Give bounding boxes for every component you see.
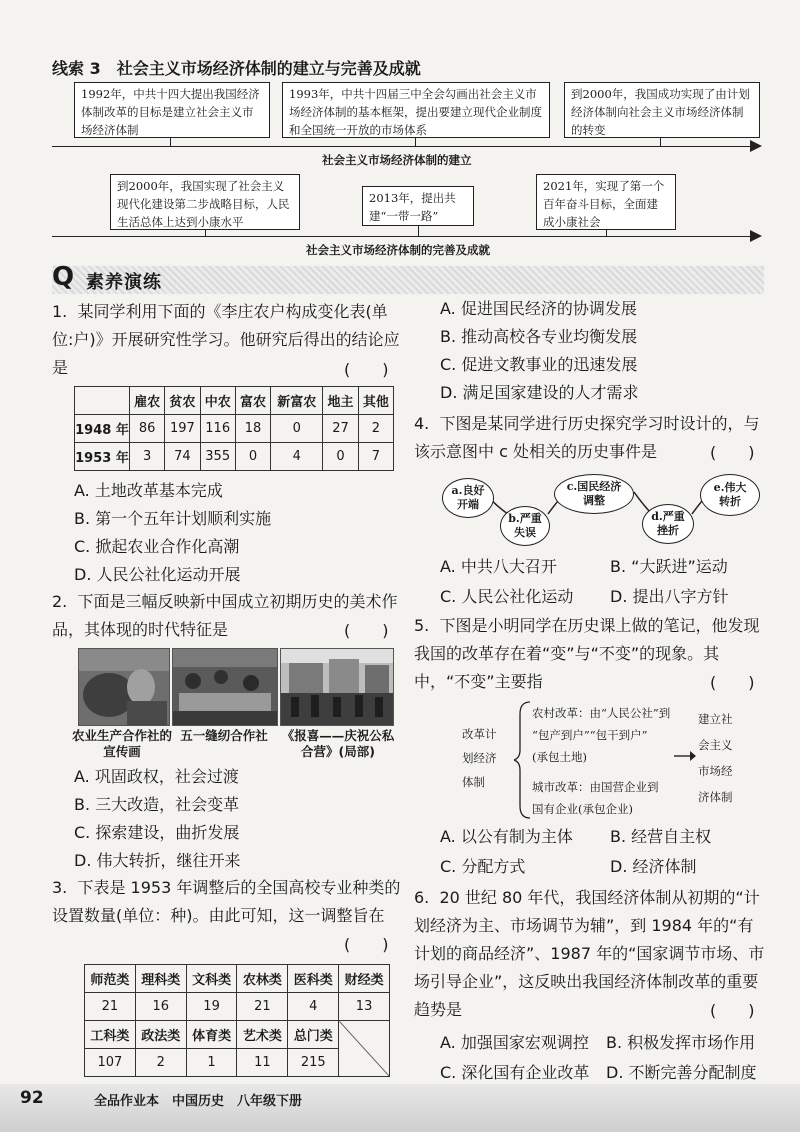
table-cell: 艺术类 (237, 1021, 288, 1049)
table-cell: 4 (271, 443, 323, 471)
table-cell: 理科类 (135, 965, 186, 993)
question-2-stem: 2. 下面是三幅反映新中国成立初期历史的美术作品，其体现的时代特征是 (52, 592, 398, 639)
table-cell: 农林类 (237, 965, 288, 993)
question-5-option-b[interactable]: B. 经营自主权 (610, 827, 712, 846)
table-cell-empty (339, 1021, 390, 1077)
flow-node-a: a.良好开端 (442, 478, 494, 518)
question-4-option-c[interactable]: C. 人民公社化运动 (440, 587, 574, 606)
question-4-answer-blank[interactable]: ( ) (710, 443, 755, 462)
table-row (75, 415, 394, 443)
question-4-option-b[interactable]: B. “大跃进”运动 (610, 557, 728, 576)
question-6-answer-blank[interactable]: ( ) (710, 1001, 755, 1020)
question-6-stem: 6. 20 世纪 80 年代，我国经济体制从初期的“计划经济为主、市场调节为辅”，到 1984 年的“有计划的商品经济”、1987 年的“国家调节市场、市场引导企业”，这反映出我国经济体制改革的重要趋势是 (414, 888, 765, 1019)
question-2-answer-blank[interactable]: ( ) (344, 621, 389, 640)
timeline-box-1992: 1992年，中共十四大提出我国经济体制改革的目标是建立社会主义市场经济体制 (74, 82, 270, 138)
table-cell: 新富农 (271, 387, 323, 415)
question-2-option-c[interactable]: C. 探索建设，曲折发展 (74, 823, 240, 842)
question-3-stem: 3. 下表是 1953 年调整后的全国高校专业种类的设置数量(单位：种)。由此可知，这一调整旨在 (52, 878, 401, 925)
magnifier-icon: Q (52, 262, 75, 292)
question-4-option-a[interactable]: A. 中共八大召开 (440, 557, 557, 576)
table-cell: 财经类 (339, 965, 390, 993)
question-1-table (74, 386, 394, 471)
table-cell: 18 (235, 415, 270, 443)
flow-node-d: d.严重挫折 (642, 504, 694, 544)
caption-cooperative-poster: 农业生产合作社的宣传画 (72, 728, 173, 759)
timeline-box-2013: 2013年，提出共建“一带一路” (362, 186, 474, 226)
notes-arrow (674, 750, 696, 762)
table-cell: 355 (200, 443, 235, 471)
table-cell: 2 (358, 415, 393, 443)
table-cell: 0 (271, 415, 323, 443)
table-cell: 7 (358, 443, 393, 471)
question-3-option-b[interactable]: B. 推动高校各专业均衡发展 (440, 327, 638, 346)
artwork-sewing-cooperative (172, 648, 278, 726)
table-cell: 工科类 (85, 1021, 136, 1049)
table-header-row (85, 1021, 390, 1049)
table-cell: 13 (339, 993, 390, 1021)
timeline-axis-1 (52, 146, 752, 147)
table-cell: 21 (85, 993, 136, 1021)
question-3-option-d[interactable]: D. 满足国家建设的人才需求 (440, 383, 639, 402)
flow-node-c: c.国民经济调整 (554, 474, 634, 514)
question-4-stem: 4. 下图是某同学进行历史探究学习时设计的，与该示意图中 c 处相关的历史事件是 (414, 414, 760, 461)
caption-sewing-cooperative: 五一缝纫合作社 (180, 728, 268, 743)
question-5-option-a[interactable]: A. 以公有制为主体 (440, 827, 573, 846)
timeline-tick (660, 138, 661, 146)
timeline-arrow-1 (750, 140, 762, 152)
table-cell: 地主 (323, 387, 358, 415)
question-2-option-a[interactable]: A. 巩固政权，社会过渡 (74, 767, 239, 786)
table-cell: 2 (135, 1049, 186, 1077)
flow-node-b: b.严重失误 (500, 506, 550, 546)
table-cell: 中农 (200, 387, 235, 415)
table-cell: 其他 (358, 387, 393, 415)
question-3-answer-blank[interactable]: ( ) (344, 935, 389, 954)
table-cell: 1 (186, 1049, 237, 1077)
table-cell: 0 (235, 443, 270, 471)
question-4-option-d[interactable]: D. 提出八字方针 (610, 587, 729, 606)
table-cell (75, 387, 130, 415)
question-2-option-b[interactable]: B. 三大改造，社会变革 (74, 795, 240, 814)
artwork-cooperative-poster (78, 648, 170, 726)
question-1-option-c[interactable]: C. 掀起农业合作化高潮 (74, 537, 240, 556)
question-1-option-d[interactable]: D. 人民公社化运动开展 (74, 565, 241, 584)
table-cell: 雇农 (130, 387, 165, 415)
clue-title: 线索 3 社会主义市场经济体制的建立与完善及成就 (52, 59, 421, 78)
table-cell: 21 (237, 993, 288, 1021)
caption-public-private-celebration: 《报喜——庆祝公私合营》(局部) (281, 728, 395, 759)
timeline-tick (415, 138, 416, 146)
artwork-public-private-celebration (280, 648, 394, 726)
table-cell: 107 (85, 1049, 136, 1077)
table-header-row (75, 387, 394, 415)
table-cell: 74 (165, 443, 200, 471)
timeline-box-1993: 1993年，中共十四届三中全会勾画出社会主义市场经济体制的基本框架，提出要建立现代企业制度和全国统一开放的市场体系 (282, 82, 550, 138)
question-5-answer-blank[interactable]: ( ) (710, 673, 755, 692)
notes-right-label: 建立社 会主义 市场经 济体制 (698, 712, 733, 804)
table-cell: 215 (288, 1049, 339, 1077)
question-6-option-a[interactable]: A. 加强国家宏观调控 (440, 1033, 589, 1052)
table-cell: 师范类 (85, 965, 136, 993)
question-6-option-c[interactable]: C. 深化国有企业改革 (440, 1063, 590, 1082)
timeline-label-improve: 社会主义市场经济体制的完善及成就 (306, 243, 490, 257)
question-3-option-c[interactable]: C. 促进文教事业的迅速发展 (440, 355, 638, 374)
question-6-option-b[interactable]: B. 积极发挥市场作用 (606, 1033, 756, 1052)
table-cell: 文科类 (186, 965, 237, 993)
table-row (85, 993, 390, 1021)
table-header-row (85, 965, 390, 993)
question-1-option-b[interactable]: B. 第一个五年计划顺利实施 (74, 509, 272, 528)
question-1-stem: 1. 某同学利用下面的《李庄农户构成变化表(单位:户)》开展研究性学习。他研究后得出的结论应是 (52, 302, 400, 377)
table-cell: 贫农 (165, 387, 200, 415)
table-cell: 0 (323, 443, 358, 471)
section-title: 素养演练 (86, 272, 162, 293)
question-6-option-d[interactable]: D. 不断完善分配制度 (606, 1063, 757, 1082)
table-cell: 政法类 (135, 1021, 186, 1049)
table-cell: 27 (323, 415, 358, 443)
notes-brace (514, 700, 532, 820)
notes-urban-reform: 城市改革：由国营企业到 国有企业(承包企业) (532, 780, 659, 816)
table-cell: 86 (130, 415, 165, 443)
page-number: 92 (20, 1088, 44, 1108)
timeline-box-2021: 2021年，实现了第一个百年奋斗目标，全面建成小康社会 (536, 174, 676, 230)
table-cell: 总门类 (288, 1021, 339, 1049)
table-cell: 19 (186, 993, 237, 1021)
table-cell: 197 (165, 415, 200, 443)
question-5-option-c[interactable]: C. 分配方式 (440, 857, 526, 876)
timeline-label-establish: 社会主义市场经济体制的建立 (322, 153, 472, 167)
footer-book-title: 全品作业本 中国历史 八年级下册 (94, 1094, 303, 1109)
notes-rural-reform: 农村改革：由“人民公社”到 “包产到户”“包干到户” (承包土地) (532, 706, 671, 764)
question-1-answer-blank[interactable]: ( ) (344, 360, 389, 379)
table-cell: 4 (288, 993, 339, 1021)
table-row (75, 443, 394, 471)
table-cell: 11 (237, 1049, 288, 1077)
question-1-option-a[interactable]: A. 土地改革基本完成 (74, 481, 223, 500)
table-cell: 体育类 (186, 1021, 237, 1049)
flow-node-e: e.伟大转折 (700, 474, 760, 516)
table-cell: 医科类 (288, 965, 339, 993)
question-3-table (84, 964, 390, 1077)
table-cell: 1953 年 (75, 443, 130, 471)
timeline-box-2000-xiaokang: 到2000年，我国实现了社会主义现代化建设第二步战略目标，人民生活总体上达到小康水平 (110, 174, 300, 230)
question-2-option-d[interactable]: D. 伟大转折，继往开来 (74, 851, 241, 870)
table-cell: 1948 年 (75, 415, 130, 443)
table-cell: 富农 (235, 387, 270, 415)
timeline-axis-2 (52, 236, 752, 237)
timeline-tick (170, 138, 171, 146)
timeline-box-2000-transition: 到2000年，我国成功实现了由计划经济体制向社会主义市场经济体制的转变 (564, 82, 760, 138)
timeline-arrow-2 (750, 230, 762, 242)
table-cell: 116 (200, 415, 235, 443)
table-cell: 16 (135, 993, 186, 1021)
timeline-tick (418, 226, 419, 236)
table-cell: 3 (130, 443, 165, 471)
question-5-stem: 5. 下图是小明同学在历史课上做的笔记，他发现我国的改革存在着“变”与“不变”的现象。其中，“不变”主要指 (414, 616, 760, 691)
question-5-option-d[interactable]: D. 经济体制 (610, 857, 697, 876)
notes-left-label: 改革计 划经济 体制 (462, 727, 497, 789)
question-3-option-a[interactable]: A. 促进国民经济的协调发展 (440, 299, 637, 318)
